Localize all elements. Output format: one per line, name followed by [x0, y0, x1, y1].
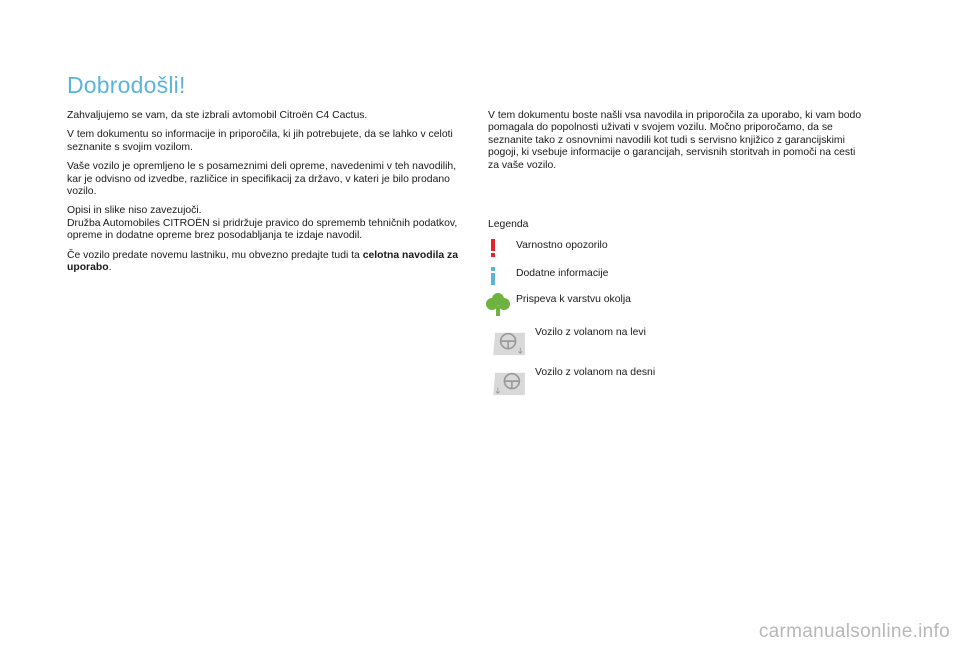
- emphasis-text: celotna navodila za uporabo: [67, 249, 459, 274]
- legend-label-right-hand-drive: Vozilo z volanom na desni: [535, 367, 656, 378]
- legend-label-info: Dodatne informacije: [516, 268, 609, 279]
- paragraph-text: .: [108, 262, 112, 274]
- info-icon: [488, 266, 498, 285]
- warning-icon: [488, 238, 498, 257]
- intro-left-column: [67, 110, 467, 281]
- paragraph: Družba Automobiles CITROËN si pridržuje pravico do sprememb tehničnih podatkov, opreme in dodatne opreme brez posodabljanja te izdaje navodil.: [67, 217, 458, 242]
- paragraph: V tem dokumentu boste našli vsa navodila in priporočila za uporabo, ki vam bodo pomagala do popolnosti uživati v svojem vozilu. Močno priporočamo, da se seznanite tako z osnovnimi navodili kot tudi s servisno knjižico z garancijskimi pogoji, ki vsebuje informacije o garancijah, servisnih storitvah in pomoči na cesti za vaše vozilo.: [488, 110, 862, 171]
- legend-label-environment: Prispeva k varstvu okolja: [516, 294, 631, 305]
- intro-right-column: [488, 110, 868, 179]
- left-hand-drive-icon: [490, 329, 530, 357]
- legend-label-warning: Varnostno opozorilo: [516, 240, 608, 251]
- paragraph: Opisi in slike niso zavezujoči.: [67, 205, 202, 217]
- paragraph: Zahvaljujemo se vam, da ste izbrali avtomobil Citroën C4 Cactus.: [67, 110, 368, 121]
- tree-icon: [486, 292, 510, 316]
- paragraph-handover: [67, 250, 467, 275]
- paragraph-text: Če vozilo predate novemu lastniku, mu obvezno predajte tudi ta: [67, 249, 363, 261]
- page-title: Dobrodošli!: [67, 72, 186, 98]
- paragraph: V tem dokumentu so informacije in priporočila, ki jih potrebujete, da se lahko v celoti seznanite s svojim vozilom.: [67, 129, 453, 153]
- legend-label-left-hand-drive: Vozilo z volanom na levi: [535, 327, 646, 338]
- paragraph: Vaše vozilo je opremljeno le s posameznimi deli opreme, navedenimi v teh navodilih, kar je odvisno od izvedbe, različice in specifikacij za državo, v kateri je bilo prodano vozilo.: [67, 161, 457, 198]
- watermark: carmanualsonline.info: [758, 621, 950, 642]
- right-hand-drive-icon: [490, 369, 530, 397]
- legend-title: Legenda: [488, 219, 529, 230]
